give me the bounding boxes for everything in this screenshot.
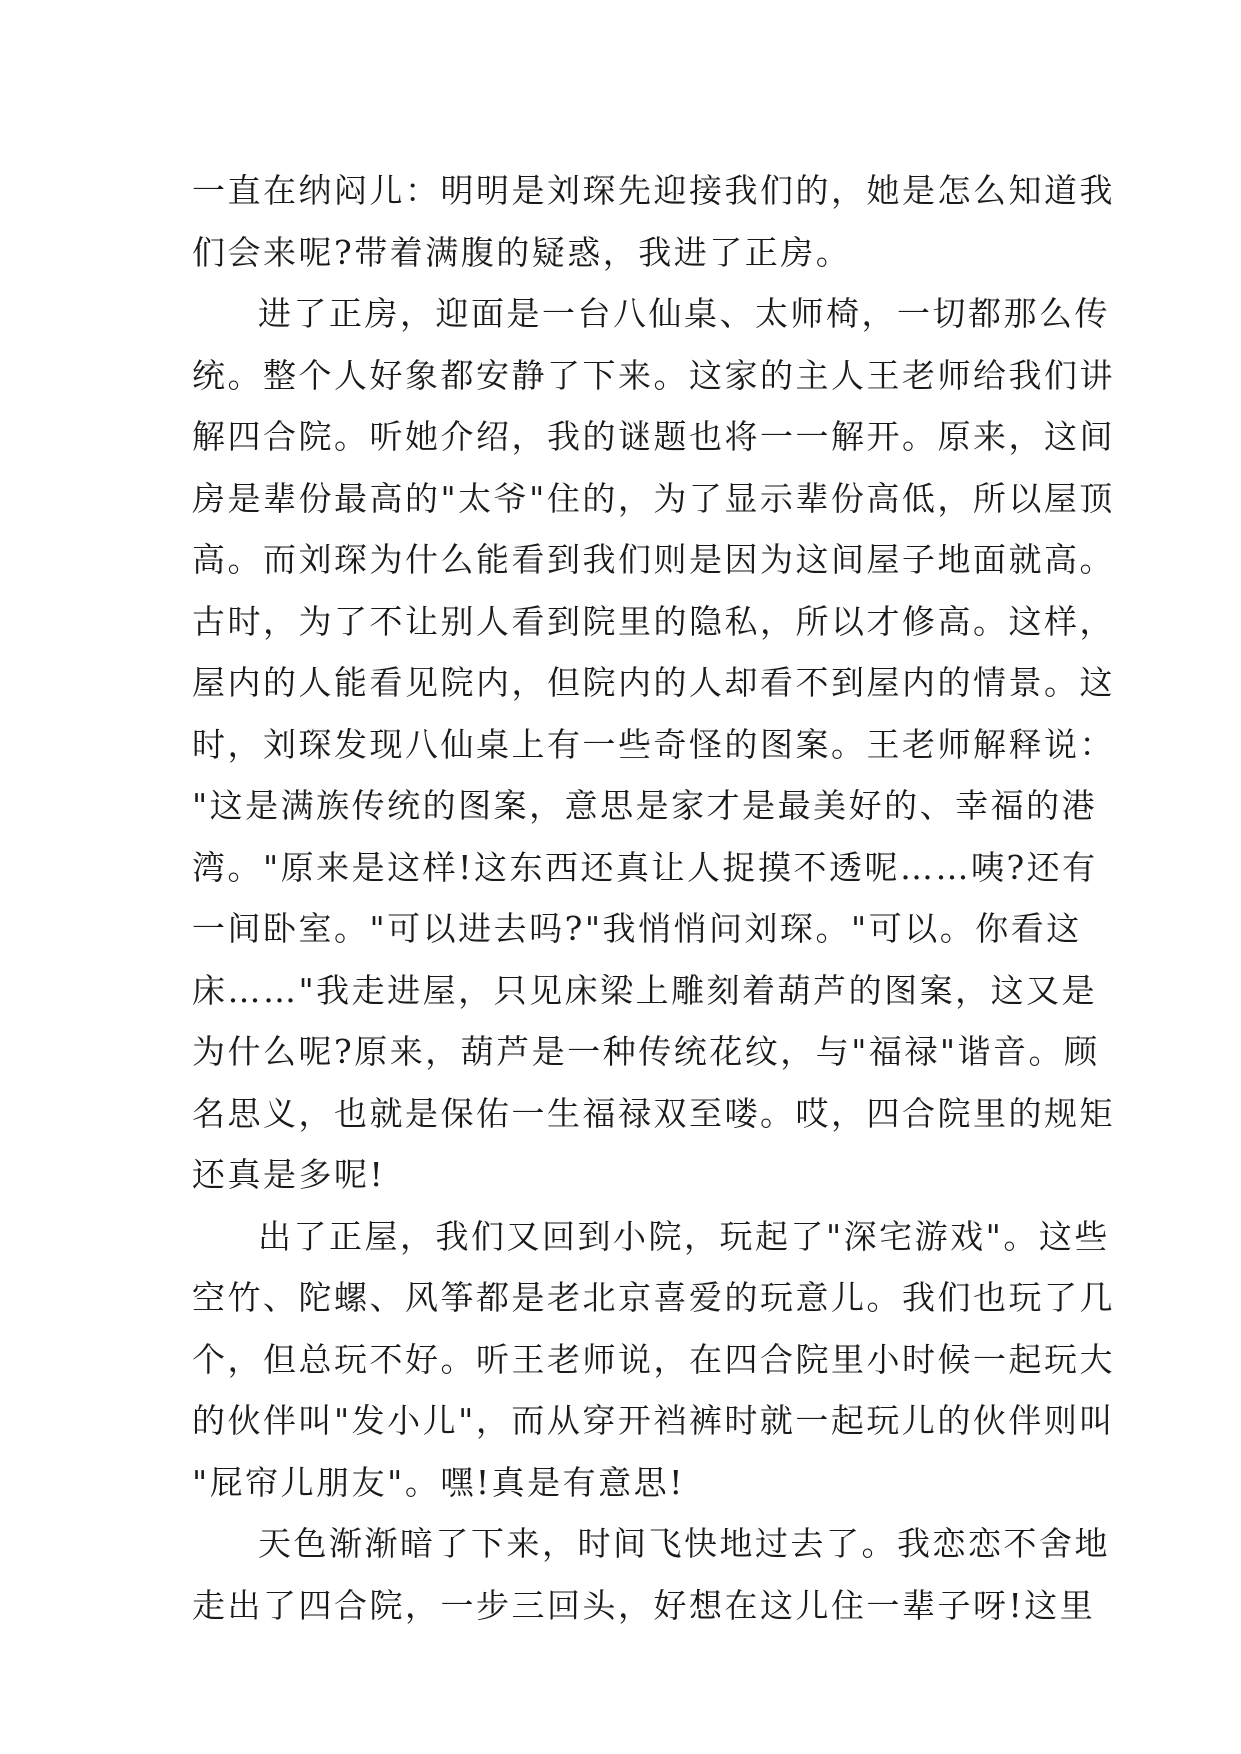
text-line: 屋内的人能看见院内，但院内的人却看不到屋内的情景。这 bbox=[192, 663, 1115, 702]
text-line: 高。而刘琛为什么能看到我们则是因为这间屋子地面就高。 bbox=[192, 540, 1115, 579]
text-line: 古时，为了不让别人看到院里的隐私，所以才修高。这样， bbox=[192, 601, 1115, 641]
text-line: "屁帘儿朋友"。嘿!真是有意思! bbox=[192, 1462, 685, 1502]
text-line: "这是满族传统的图案，意思是家才是最美好的、幸福的港 bbox=[192, 786, 1098, 825]
text-line: 空竹、陀螺、风筝都是老北京喜爱的玩意儿。我们也玩了几 bbox=[192, 1278, 1115, 1317]
text-line: 们会来呢?带着满腹的疑惑，我进了正房。 bbox=[192, 232, 852, 272]
text-line: 湾。"原来是这样!这东西还真让人捉摸不透呢……咦?还有 bbox=[192, 847, 1098, 887]
text-line: 时，刘琛发现八仙桌上有一些奇怪的图案。王老师解释说： bbox=[192, 724, 1115, 764]
text-line: 床……"我走进屋，只见床梁上雕刻着葫芦的图案，这又是 bbox=[192, 970, 1098, 1010]
text-line: 解四合院。听她介绍，我的谜题也将一一解开。原来，这间 bbox=[192, 417, 1115, 456]
text-line: 的伙伴叫"发小儿"，而从穿开裆裤时就一起玩儿的伙伴则叫 bbox=[192, 1401, 1115, 1440]
text-line: 还真是多呢! bbox=[192, 1155, 386, 1194]
text-line: 进了正房，迎面是一台八仙桌、太师椅，一切都那么传 bbox=[258, 294, 1110, 333]
text-line: 名思义，也就是保佑一生福禄双至喽。哎，四合院里的规矩 bbox=[192, 1093, 1115, 1133]
text-line: 为什么呢?原来，葫芦是一种传统花纹，与"福禄"谐音。顾 bbox=[192, 1032, 1100, 1071]
text-line: 天色渐渐暗了下来，时间飞快地过去了。我恋恋不舍地 bbox=[258, 1524, 1110, 1563]
text-line: 走出了四合院，一步三回头，好想在这儿住一辈子呀!这里 bbox=[192, 1585, 1096, 1625]
text-line: 个，但总玩不好。听王老师说，在四合院里小时候一起玩大 bbox=[192, 1339, 1115, 1379]
text-line: 一直在纳闷儿：明明是刘琛先迎接我们的，她是怎么知道我 bbox=[192, 171, 1115, 210]
text-line: 一间卧室。"可以进去吗?"我悄悄问刘琛。"可以。你看这 bbox=[192, 909, 1082, 948]
article-body bbox=[192, 160, 1115, 1636]
text-line: 出了正屋，我们又回到小院，玩起了"深宅游戏"。这些 bbox=[258, 1216, 1110, 1256]
text-line: 房是辈份最高的"太爷"住的，为了显示辈份高低，所以屋顶 bbox=[192, 478, 1115, 518]
text-line: 统。整个人好象都安静了下来。这家的主人王老师给我们讲 bbox=[192, 355, 1115, 395]
